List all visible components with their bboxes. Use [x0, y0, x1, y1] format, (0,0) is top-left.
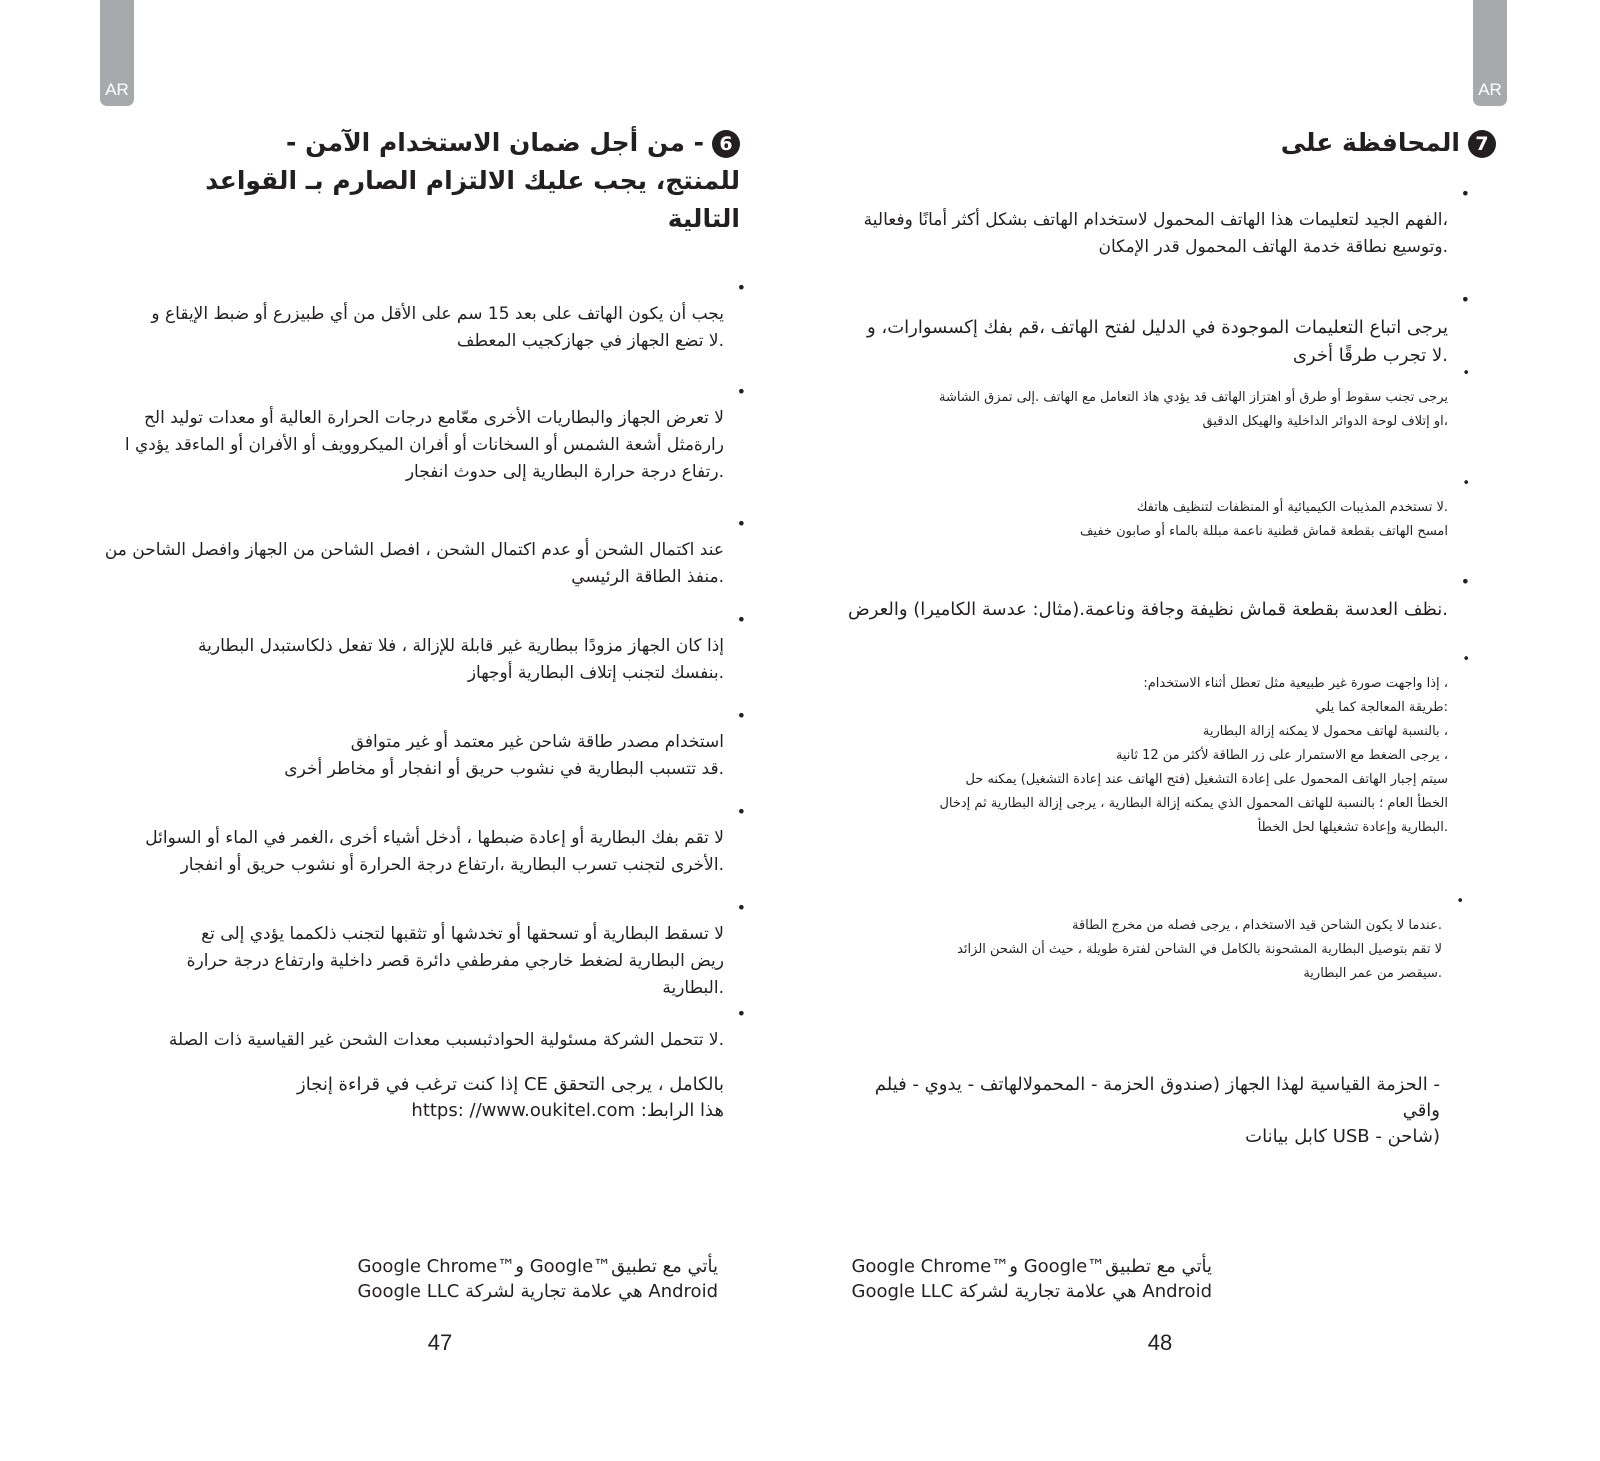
list-item [848, 286, 1470, 370]
bullet-icon: • [1462, 366, 1470, 381]
list-item [828, 648, 1470, 840]
section-7-heading [1096, 124, 1496, 162]
page-number: 48 [1147, 1330, 1173, 1355]
list-item-text: يرجى اتباع التعليمات الموجودة في الدليل لفتح الهاتف ،قم بفك إكسسوارات، و .لا تجرب طرقًا أخرى [866, 317, 1448, 366]
trademark-note: يأتي مع تطبيق™Google و™Google Chrome Android هي علامة تجارية لشركة Google LLC [851, 1256, 1212, 1302]
section-6-heading [140, 124, 740, 238]
bullet-icon: • [736, 610, 746, 629]
list-item-text: ،الفهم الجيد لتعليمات هذا الهاتف المحمول لاستخدام الهاتف بشكل أكثر أمانًا وفعالية .وتوسيع نطاقة خدمة الهاتف المحمول قدر الإمكان [863, 210, 1448, 257]
bullet-icon: • [736, 898, 746, 917]
bullet-icon: • [736, 278, 746, 297]
list-item [64, 378, 746, 486]
page-number: 47 [427, 1330, 453, 1355]
bullet-icon: • [1460, 290, 1470, 309]
language-tab-label: AR [105, 80, 129, 99]
list-item [828, 472, 1470, 544]
bullet-icon: • [1460, 572, 1470, 591]
list-item [104, 894, 746, 1002]
section-title: - من أجل ضمان الاستخدام الآمن - للمنتج، يجب عليك الالتزام الصارم بـ القواعد التالية [205, 128, 740, 233]
bullet-icon: • [1462, 476, 1470, 491]
section-number-badge: 6 [712, 130, 740, 158]
language-tab-label: AR [1478, 80, 1502, 99]
bullet-icon: • [1460, 184, 1470, 203]
ce-compliance-note: بالكامل ، يرجى التحقق CE إذا كنت ترغب في قراءة إنجاز هذا الرابط: https: //www.oukitel.com [297, 1074, 724, 1121]
list-item-text: لا تسقط البطارية أو تسحقها أو تخدشها أو تثقبها لتجنب ذلكمما يؤدي إلى تع ريض البطارية لضغط خارجي مفرطفي دائرة قصر داخلية وارتفاع درجة حرارة .البطارية [186, 924, 724, 998]
list-item [104, 1000, 746, 1054]
list-item [828, 568, 1470, 624]
package-contents-note: - الحزمة القياسية لهذا الجهاز (صندوق الحزمة - المحمولالهاتف - يدوي - فيلم واقي (شاحن - USB كابل بيانات [874, 1074, 1440, 1147]
list-item-text: إذا كان الجهاز مزودًا ببطارية غير قابلة للإزالة ، فلا تفعل ذلكاستبدل البطارية .بنفسك لتجنب إتلاف البطارية أوجهاز [198, 636, 724, 683]
list-item-text: لا تقم بفك البطارية أو إعادة ضبطها ، أدخل أشياء أخرى ،الغمر في الماء أو السوائل .الأخرى لتجنب تسرب البطارية ،ارتفاع درجة الحرارة أو نشوب حريق أو انفجار [145, 828, 724, 875]
list-item-text: عند اكتمال الشحن أو عدم اكتمال الشحن ، افصل الشاحن من الجهاز وافصل الشاحن من .منفذ الطاقة الرئيسي [104, 540, 724, 587]
list-item [104, 606, 746, 687]
list-item [848, 180, 1470, 261]
list-item [84, 274, 746, 355]
trademark-note: يأتي مع تطبيق™Google و™Google Chrome Android هي علامة تجارية لشركة Google LLC [357, 1256, 718, 1302]
list-item-text: .نظف العدسة بقطعة قماش نظيفة وجافة وناعمة.(مثال: عدسة الكاميرا) والعرض [847, 599, 1448, 620]
list-item [84, 798, 746, 879]
list-item-text: ، إذا واجهت صورة غير طبيعية مثل تعطل أثناء الاستخدام: :طريقة المعالجة كما يلي ، بالنسبة لهاتف محمول لا يمكنه إزالة البطارية ، يرجى الضغط مع الاستمرار على زر الطاقة لأكثر من 12 ثانية سيتم إجبار الهاتف المحمول على إعادة التشغيل (فتح الهاتف عند إعادة التشغيل) يمكنه حل الخطأ العام ؛ بالنسبة للهاتف المحمول الذي يمكنه إزالة البطارية ، يرجى إزالة البطارية ثم إدخال .البطارية وإعادة تشغيلها لحل الخطأ [939, 676, 1448, 835]
list-item [64, 510, 746, 591]
list-item [104, 702, 746, 783]
list-item-text: .لا تستخدم المذيبات الكيميائية أو المنظفات لتنظيف هاتفك امسح الهاتف بقطعة قماش قطنية ناعمة مبللة بالماء أو صابون خفيف [1079, 500, 1448, 539]
bullet-icon: • [736, 514, 746, 533]
list-item [828, 362, 1470, 434]
bullet-icon: • [736, 802, 746, 821]
list-item-text: استخدام مصدر طاقة شاحن غير معتمد أو غير متوافق .قد تتسبب البطارية في نشوب حريق أو انفجار أو مخاطر أخرى [284, 732, 724, 779]
bullet-icon: • [736, 382, 746, 401]
bullet-icon: • [1462, 652, 1470, 667]
bullet-icon: • [736, 1004, 746, 1023]
list-item [822, 890, 1464, 986]
list-item-text: لا تعرض الجهاز والبطاريات الأخرى معّامع درجات الحرارة العالية أو معدات توليد الح رارةمثل أشعة الشمس أو السخانات أو أفران الميكروويف أو الأفران أو الماءقد يؤدي ا .رتفاع درجة حرارة البطارية إلى حدوث انفجار [124, 408, 724, 482]
bullet-icon: • [736, 706, 746, 725]
list-item-text: يرجى تجنب سقوط أو طرق أو اهتزاز الهاتف قد يؤدي هاذ التعامل مع الهاتف .إلى تمزق الشاشة ،او إتلاف لوحة الدوائر الداخلية والهيكل الدقيق [938, 390, 1448, 429]
list-item-text: .عندما لا يكون الشاحن قيد الاستخدام ، يرجى فصله من مخرج الطاقة لا تقم بتوصيل البطارية المشحونة بالكامل في الشاحن لفترة طويلة ، حيث أن الشحن الزائد .سيقصر من عمر البطارية [957, 918, 1442, 981]
section-number-badge: 7 [1468, 130, 1496, 158]
page-48 [800, 0, 1600, 1461]
section-title: المحافظة على [1280, 128, 1460, 157]
list-item-text: يجب أن يكون الهاتف على بعد 15 سم على الأقل من أي طبيزرع أو ضبط الإيقاع و .لا تضع الجهاز في جهازكجيب المعطف [151, 304, 724, 351]
list-item-text: .لا تتحمل الشركة مسئولية الحوادثبسبب معدات الشحن غير القياسية ذات الصلة [168, 1030, 724, 1050]
bullet-icon: • [1456, 894, 1464, 909]
